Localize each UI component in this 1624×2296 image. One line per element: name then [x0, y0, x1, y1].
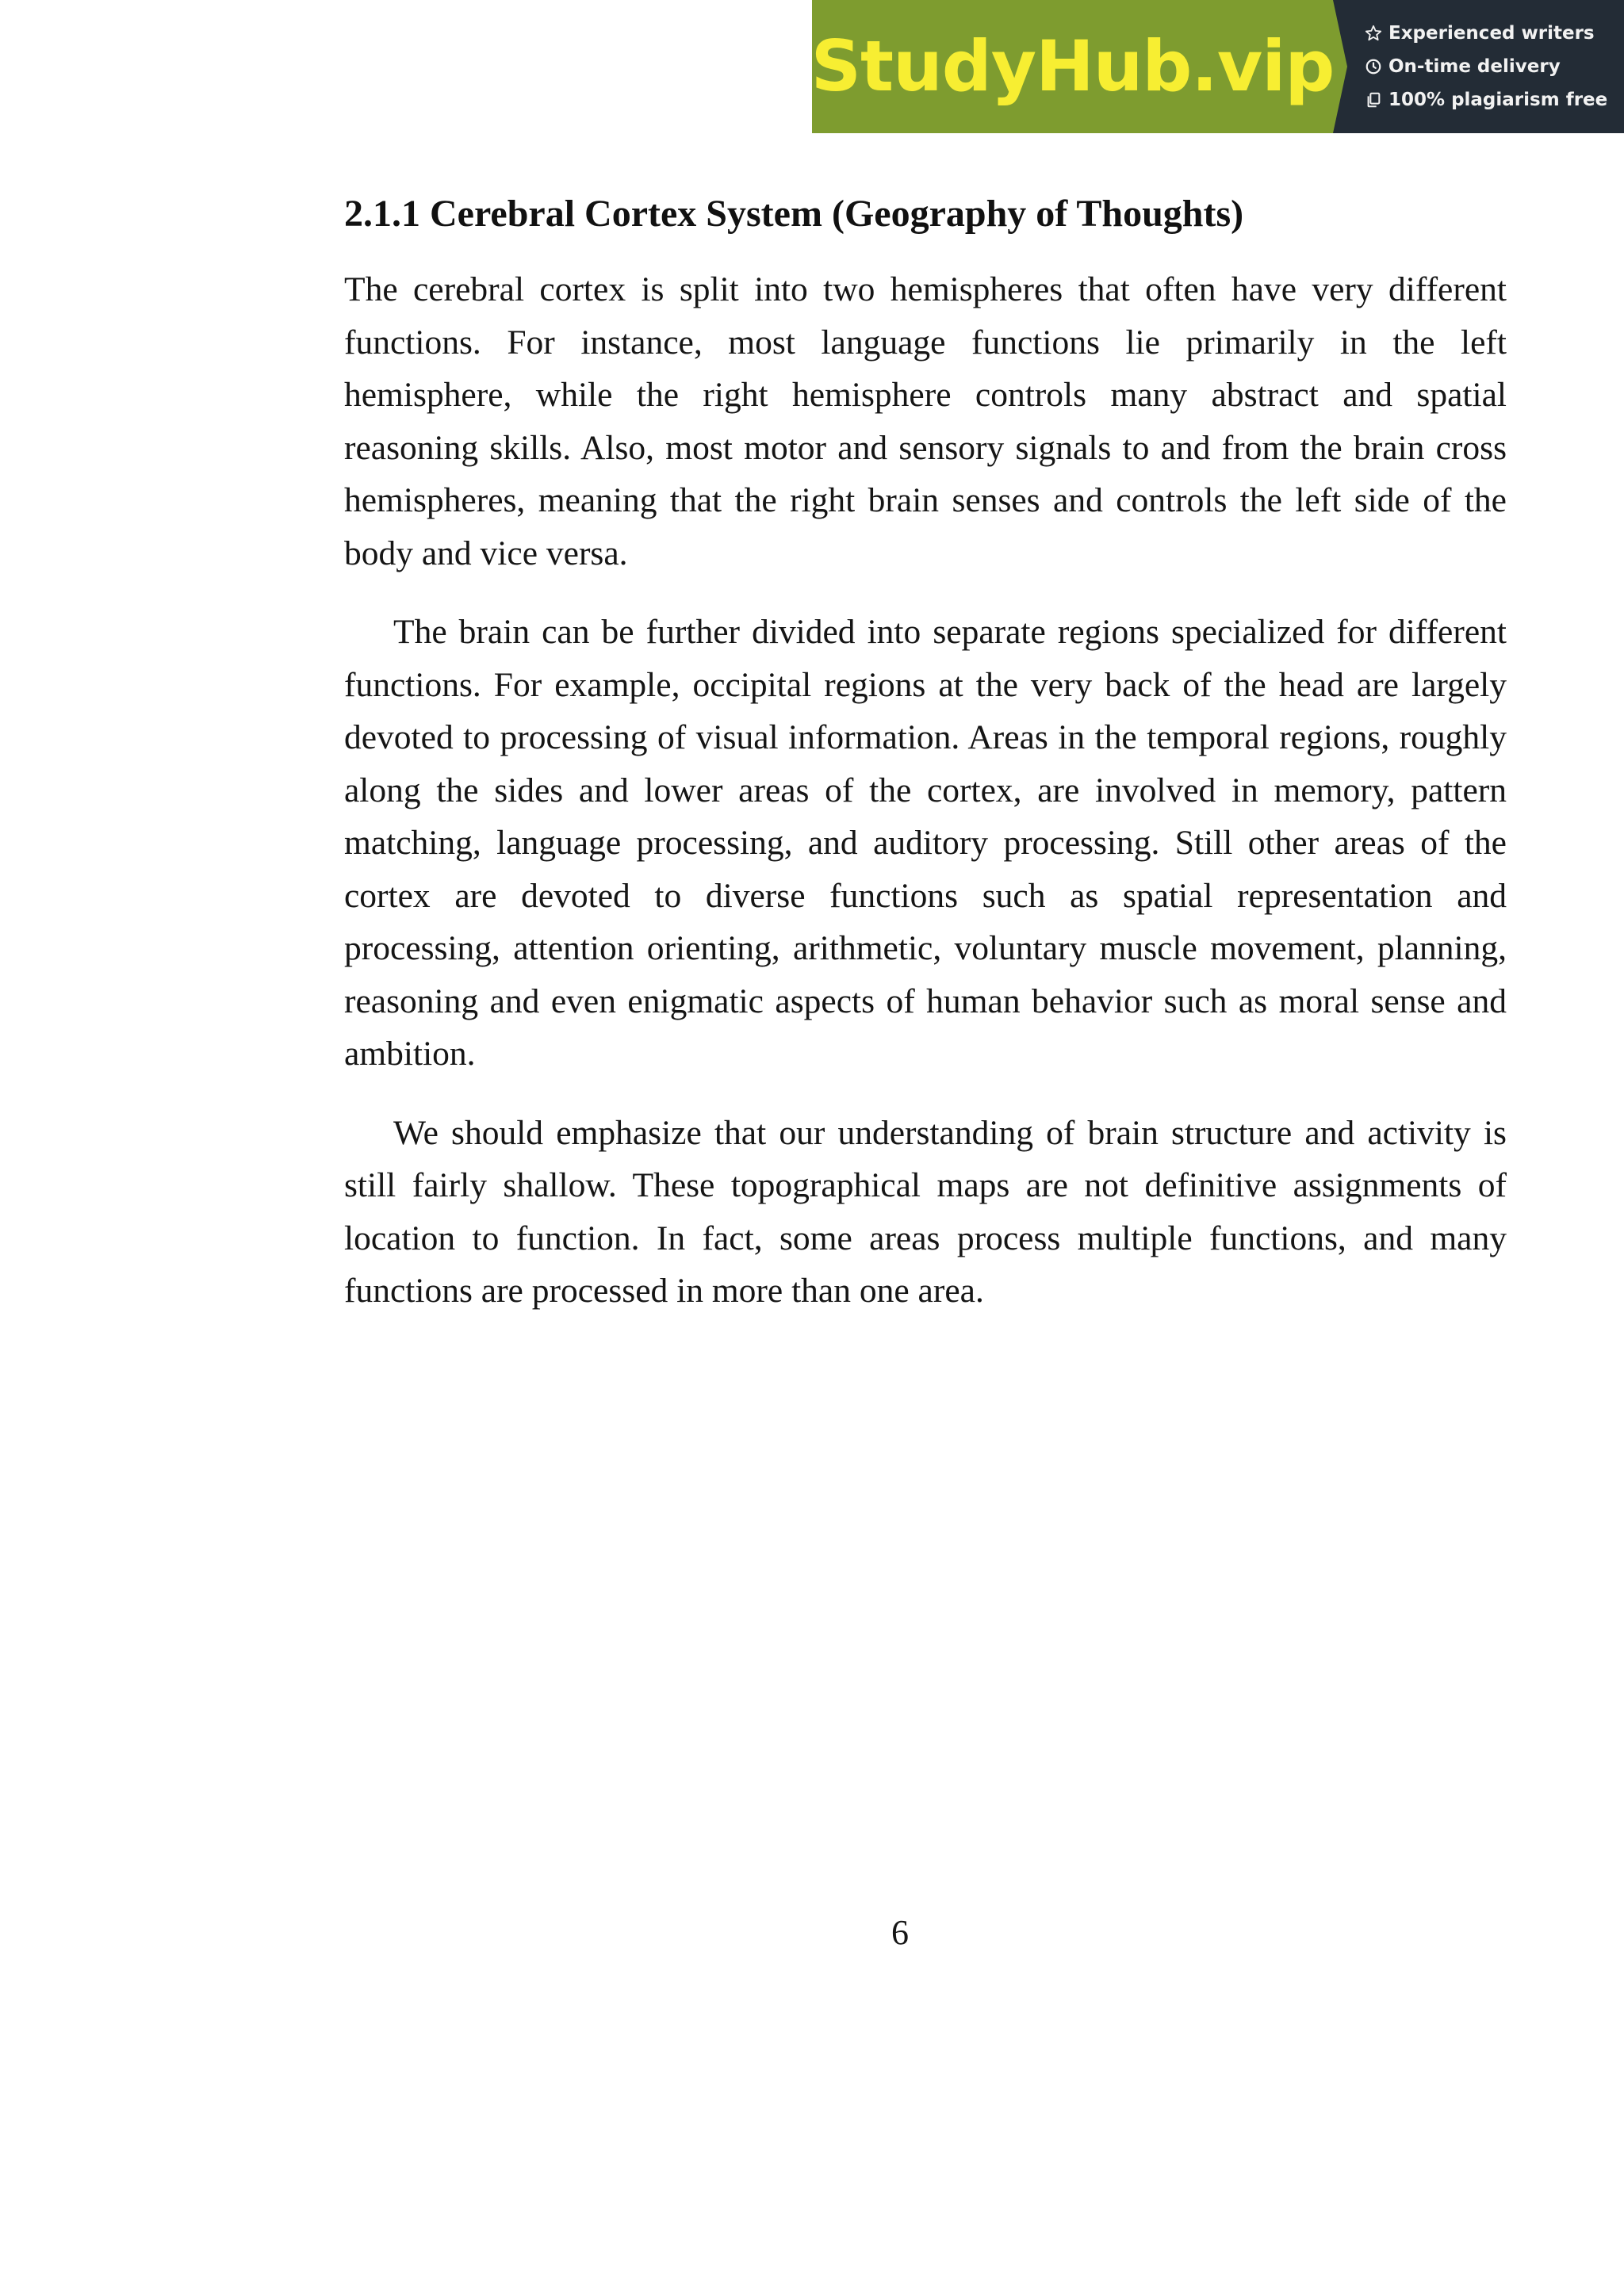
page-number: 6 — [891, 1913, 909, 1952]
logo-text: StudyHub.vip — [810, 25, 1335, 107]
feature-label: 100% plagiarism free — [1388, 90, 1608, 110]
studyhub-banner[interactable] — [812, 0, 1624, 133]
feature-on-time-delivery — [1363, 50, 1624, 83]
banner-divider — [1333, 0, 1347, 133]
copy-icon — [1363, 90, 1384, 110]
studyhub-logo[interactable] — [812, 0, 1333, 133]
document-body — [344, 190, 1507, 1344]
feature-label: On-time delivery — [1388, 56, 1561, 77]
feature-label: Experienced writers — [1388, 23, 1595, 44]
feature-experienced-writers — [1363, 17, 1624, 50]
feature-plagiarism-free — [1363, 83, 1624, 117]
clock-icon — [1363, 56, 1384, 77]
star-icon — [1363, 23, 1384, 44]
paragraph: The cerebral cortex is split into two hemispheres that often have very different functions. For instance, most language functions lie primarily in the left hemisphere, while the right hemisphere controls many abstract and spatial reasoning skills. Also, most motor and sensory signals to and from the brain cross hemispheres, meaning that the right brain senses and controls the left side of the body and vice versa. — [344, 270, 1507, 572]
banner-features — [1333, 0, 1624, 133]
paragraph: We should emphasize that our understanding of brain structure and activity is still fairly shallow. These topographical maps are not definitive assignments of location to function. In fact, some areas process multiple functions, and many functions are processed in more than one area. — [344, 1113, 1507, 1310]
paragraph: The brain can be further divided into separate regions specialized for different functions. For example, occipital regions at the very back of the head are largely devoted to processing of visual information. Areas in the temporal regions, roughly along the sides and lower areas of the cortex, are involved in memory, pattern matching, language processing, and auditory processing. Still other areas of the cortex are devoted to diverse functions such as spatial representation and processing, attention orienting, arithmetic, voluntary muscle movement, planning, reasoning and even enigmatic aspects of human behavior such as moral sense and ambition. — [344, 613, 1507, 1073]
section-heading: 2.1.1 Cerebral Cortex System (Geography of Thoughts) — [344, 193, 1244, 235]
